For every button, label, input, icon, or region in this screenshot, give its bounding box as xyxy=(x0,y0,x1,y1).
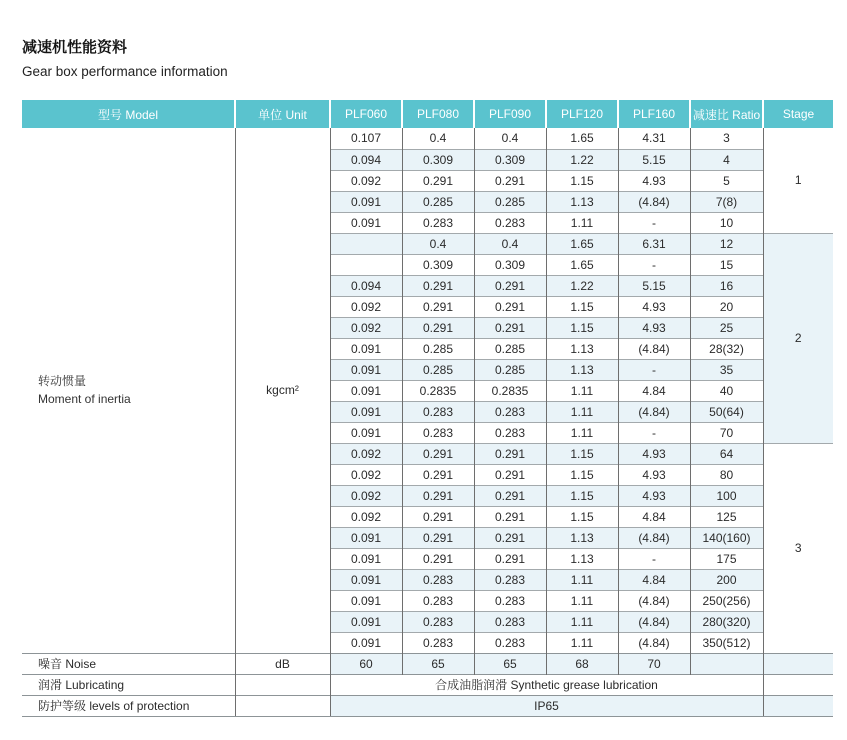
value-cell: 1.15 xyxy=(546,506,618,527)
ratio-cell: 10 xyxy=(690,212,763,233)
ratio-cell: 20 xyxy=(690,296,763,317)
ratio-cell: 175 xyxy=(690,548,763,569)
value-cell: 0.285 xyxy=(402,359,474,380)
value-cell: 1.13 xyxy=(546,359,618,380)
value-cell: 1.11 xyxy=(546,632,618,653)
protection-stage-empty xyxy=(763,695,833,716)
ratio-cell: 5 xyxy=(690,170,763,191)
value-cell: 0.291 xyxy=(474,527,546,548)
value-cell: 1.15 xyxy=(546,485,618,506)
value-cell: 1.11 xyxy=(546,611,618,632)
value-cell: (4.84) xyxy=(618,611,690,632)
value-cell: - xyxy=(618,359,690,380)
lubricating-unit-empty xyxy=(235,674,330,695)
value-cell: 0.283 xyxy=(474,590,546,611)
value-cell: 0.309 xyxy=(402,254,474,275)
value-cell: 0.291 xyxy=(402,485,474,506)
value-cell: 0.291 xyxy=(474,464,546,485)
ratio-cell: 35 xyxy=(690,359,763,380)
value-cell: 0.091 xyxy=(330,527,402,548)
ratio-cell: 64 xyxy=(690,443,763,464)
value-cell: 0.283 xyxy=(402,611,474,632)
value-cell: 0.092 xyxy=(330,296,402,317)
value-cell: 0.283 xyxy=(474,422,546,443)
value-cell: 0.291 xyxy=(402,170,474,191)
value-cell: 0.291 xyxy=(402,275,474,296)
ratio-cell: 140(160) xyxy=(690,527,763,548)
value-cell: 0.291 xyxy=(474,170,546,191)
value-cell: 0.285 xyxy=(474,191,546,212)
page-title-en: Gear box performance information xyxy=(22,64,228,79)
value-cell: 0.091 xyxy=(330,212,402,233)
lubricating-row xyxy=(22,674,833,695)
ratio-cell: 12 xyxy=(690,233,763,254)
value-cell: 0.291 xyxy=(474,275,546,296)
value-cell: 0.291 xyxy=(402,548,474,569)
value-cell: 0.091 xyxy=(330,191,402,212)
value-cell: 0.091 xyxy=(330,569,402,590)
ratio-cell: 100 xyxy=(690,485,763,506)
ratio-cell: 40 xyxy=(690,380,763,401)
row-label-moment-of-inertia xyxy=(22,128,235,653)
value-cell: 0.291 xyxy=(402,443,474,464)
value-cell: 0.291 xyxy=(402,317,474,338)
value-cell: (4.84) xyxy=(618,590,690,611)
noise-unit: dB xyxy=(235,653,330,674)
value-cell: 1.13 xyxy=(546,527,618,548)
lubricating-stage-empty xyxy=(763,674,833,695)
value-cell: 0.291 xyxy=(402,464,474,485)
value-cell: 0.283 xyxy=(402,590,474,611)
noise-value: 68 xyxy=(546,653,618,674)
value-cell: 0.285 xyxy=(474,338,546,359)
value-cell: 0.091 xyxy=(330,632,402,653)
value-cell: 0.309 xyxy=(402,149,474,170)
value-cell: 0.092 xyxy=(330,464,402,485)
ratio-cell: 25 xyxy=(690,317,763,338)
ratio-cell: 7(8) xyxy=(690,191,763,212)
ratio-cell: 125 xyxy=(690,506,763,527)
value-cell: 1.11 xyxy=(546,401,618,422)
stage-cell: 1 xyxy=(763,128,833,233)
protection-unit-empty xyxy=(235,695,330,716)
value-cell: 0.092 xyxy=(330,170,402,191)
noise-value: 60 xyxy=(330,653,402,674)
column-header: PLF080 xyxy=(402,100,474,128)
value-cell: - xyxy=(618,422,690,443)
row-label-en: Moment of inertia xyxy=(38,392,131,407)
value-cell: (4.84) xyxy=(618,632,690,653)
value-cell: 1.15 xyxy=(546,170,618,191)
performance-table xyxy=(22,100,833,717)
value-cell: (4.84) xyxy=(618,527,690,548)
value-cell: 0.091 xyxy=(330,422,402,443)
value-cell: 1.13 xyxy=(546,338,618,359)
value-cell: 0.2835 xyxy=(402,380,474,401)
value-cell: (4.84) xyxy=(618,338,690,359)
value-cell: 0.092 xyxy=(330,317,402,338)
value-cell: 0.4 xyxy=(402,233,474,254)
value-cell: 0.285 xyxy=(402,191,474,212)
ratio-cell: 15 xyxy=(690,254,763,275)
value-cell: 0.094 xyxy=(330,275,402,296)
noise-stage-empty xyxy=(763,653,833,674)
value-cell: 1.11 xyxy=(546,569,618,590)
protection-row xyxy=(22,695,833,716)
value-cell: 0.291 xyxy=(474,506,546,527)
value-cell: 4.93 xyxy=(618,464,690,485)
value-cell: 0.291 xyxy=(474,485,546,506)
ratio-cell: 50(64) xyxy=(690,401,763,422)
column-header: Stage xyxy=(763,100,833,128)
ratio-cell: 3 xyxy=(690,128,763,149)
value-cell: 0.094 xyxy=(330,149,402,170)
value-cell: 0.283 xyxy=(474,611,546,632)
ratio-cell: 4 xyxy=(690,149,763,170)
value-cell: 0.4 xyxy=(474,128,546,149)
unit-cell: kgcm² xyxy=(235,128,330,653)
stage-cell: 2 xyxy=(763,233,833,443)
column-header: PLF120 xyxy=(546,100,618,128)
noise-label: 噪音 Noise xyxy=(22,653,235,674)
table-footer xyxy=(22,653,833,716)
value-cell: (4.84) xyxy=(618,191,690,212)
protection-value: IP65 xyxy=(330,695,763,716)
value-cell: 0.283 xyxy=(474,569,546,590)
value-cell: 0.291 xyxy=(402,527,474,548)
value-cell: 4.93 xyxy=(618,317,690,338)
value-cell: (4.84) xyxy=(618,401,690,422)
value-cell: 4.93 xyxy=(618,485,690,506)
value-cell: 0.309 xyxy=(474,254,546,275)
value-cell: 4.93 xyxy=(618,443,690,464)
value-cell: 4.84 xyxy=(618,380,690,401)
value-cell: 0.091 xyxy=(330,611,402,632)
page-title-zh: 减速机性能资料 xyxy=(22,39,128,56)
stage-cell: 3 xyxy=(763,443,833,653)
value-cell: 0.283 xyxy=(402,401,474,422)
lubricating-value: 合成油脂润滑 Synthetic grease lubrication xyxy=(330,674,763,695)
value-cell: 0.092 xyxy=(330,443,402,464)
header-row xyxy=(22,100,833,128)
column-header: PLF160 xyxy=(618,100,690,128)
value-cell: 0.091 xyxy=(330,401,402,422)
value-cell: 1.15 xyxy=(546,443,618,464)
value-cell: 0.283 xyxy=(474,212,546,233)
ratio-cell: 80 xyxy=(690,464,763,485)
value-cell: 0.4 xyxy=(402,128,474,149)
column-header: PLF060 xyxy=(330,100,402,128)
value-cell xyxy=(330,233,402,254)
value-cell: 0.2835 xyxy=(474,380,546,401)
value-cell: 0.291 xyxy=(474,548,546,569)
value-cell: 0.091 xyxy=(330,338,402,359)
value-cell: 1.22 xyxy=(546,275,618,296)
value-cell: 1.13 xyxy=(546,548,618,569)
noise-value: 65 xyxy=(474,653,546,674)
value-cell: 0.283 xyxy=(474,632,546,653)
noise-row xyxy=(22,653,833,674)
value-cell: 0.291 xyxy=(474,443,546,464)
value-cell: 4.84 xyxy=(618,506,690,527)
value-cell: 4.31 xyxy=(618,128,690,149)
value-cell: 0.283 xyxy=(402,212,474,233)
column-header: 型号 Model xyxy=(22,100,235,128)
value-cell: 1.65 xyxy=(546,233,618,254)
value-cell: 1.11 xyxy=(546,590,618,611)
noise-value: 65 xyxy=(402,653,474,674)
value-cell: 0.4 xyxy=(474,233,546,254)
column-header: PLF090 xyxy=(474,100,546,128)
value-cell: 0.291 xyxy=(402,506,474,527)
value-cell: 1.11 xyxy=(546,380,618,401)
value-cell: 1.22 xyxy=(546,149,618,170)
row-label-zh: 转动惯量 xyxy=(38,373,87,388)
data-row xyxy=(22,128,833,149)
column-header: 减速比 Ratio xyxy=(690,100,763,128)
value-cell: 1.13 xyxy=(546,191,618,212)
noise-ratio-empty xyxy=(690,653,763,674)
value-cell: 0.283 xyxy=(402,632,474,653)
ratio-cell: 250(256) xyxy=(690,590,763,611)
value-cell: 5.15 xyxy=(618,149,690,170)
ratio-cell: 350(512) xyxy=(690,632,763,653)
value-cell: 0.285 xyxy=(474,359,546,380)
column-header: 单位 Unit xyxy=(235,100,330,128)
value-cell: 0.283 xyxy=(474,401,546,422)
value-cell: 5.15 xyxy=(618,275,690,296)
protection-label: 防护等级 levels of protection xyxy=(22,695,235,716)
value-cell: 6.31 xyxy=(618,233,690,254)
value-cell: 0.283 xyxy=(402,422,474,443)
value-cell: 0.091 xyxy=(330,359,402,380)
value-cell: 4.84 xyxy=(618,569,690,590)
noise-value: 70 xyxy=(618,653,690,674)
value-cell: - xyxy=(618,548,690,569)
value-cell: 0.092 xyxy=(330,506,402,527)
value-cell: 0.091 xyxy=(330,548,402,569)
value-cell: 0.291 xyxy=(402,296,474,317)
table-header xyxy=(22,100,833,128)
value-cell: 0.283 xyxy=(402,569,474,590)
value-cell: 1.15 xyxy=(546,296,618,317)
table-body xyxy=(22,128,833,653)
value-cell: 1.11 xyxy=(546,212,618,233)
value-cell: 0.291 xyxy=(474,296,546,317)
value-cell: 0.092 xyxy=(330,485,402,506)
value-cell: 1.11 xyxy=(546,422,618,443)
value-cell: 0.309 xyxy=(474,149,546,170)
value-cell: 4.93 xyxy=(618,170,690,191)
value-cell: 1.15 xyxy=(546,317,618,338)
ratio-cell: 28(32) xyxy=(690,338,763,359)
value-cell: 1.65 xyxy=(546,254,618,275)
ratio-cell: 16 xyxy=(690,275,763,296)
value-cell: 0.107 xyxy=(330,128,402,149)
ratio-cell: 280(320) xyxy=(690,611,763,632)
ratio-cell: 200 xyxy=(690,569,763,590)
value-cell: - xyxy=(618,254,690,275)
value-cell: 0.291 xyxy=(474,317,546,338)
value-cell: - xyxy=(618,212,690,233)
value-cell: 1.65 xyxy=(546,128,618,149)
value-cell: 1.15 xyxy=(546,464,618,485)
value-cell xyxy=(330,254,402,275)
value-cell: 0.091 xyxy=(330,590,402,611)
value-cell: 0.091 xyxy=(330,380,402,401)
value-cell: 0.285 xyxy=(402,338,474,359)
lubricating-label: 润滑 Lubricating xyxy=(22,674,235,695)
ratio-cell: 70 xyxy=(690,422,763,443)
value-cell: 4.93 xyxy=(618,296,690,317)
